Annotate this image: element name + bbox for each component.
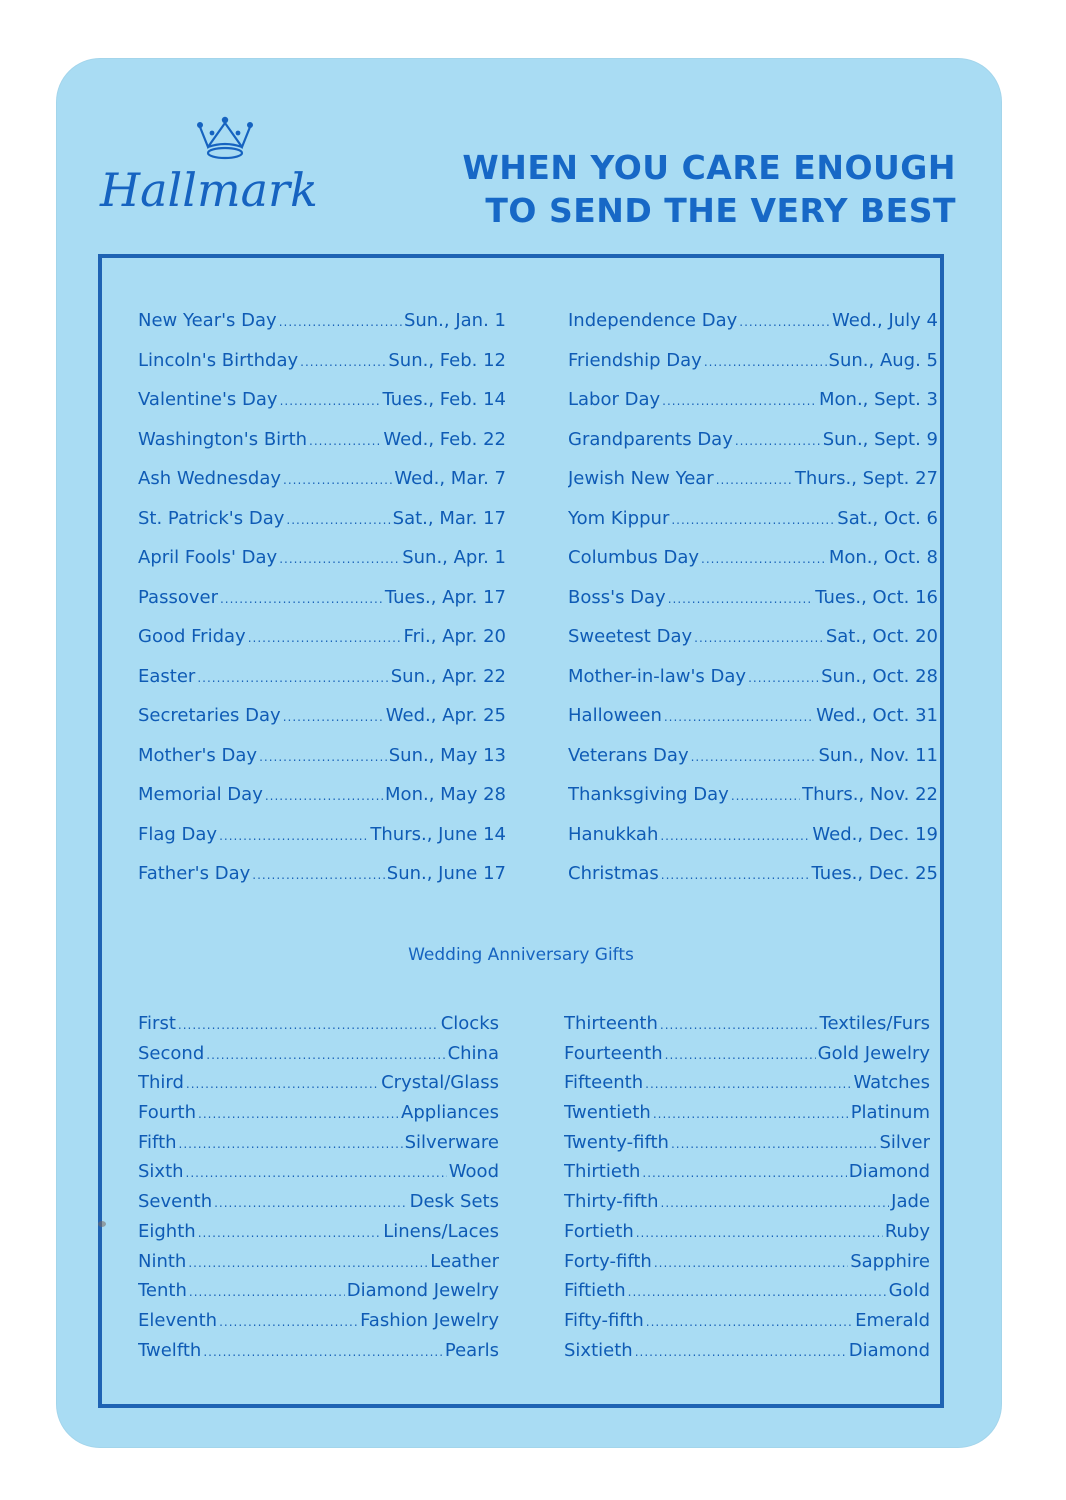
holiday-row-value: Wed., Dec. 19 <box>812 823 938 845</box>
gift-row-label: Fiftieth <box>564 1280 626 1302</box>
holiday-row-label: Memorial Day <box>138 784 263 805</box>
holiday-row-label: Easter <box>138 665 196 687</box>
gift-row-value: Sapphire <box>850 1250 930 1272</box>
holiday-row-value: Tues., Oct. 16 <box>815 586 938 608</box>
gift-row <box>138 1217 499 1247</box>
holiday-row-value: Sun., Apr. 22 <box>390 665 506 687</box>
gift-row <box>138 1336 499 1366</box>
holiday-row-value: Mon., Oct. 8 <box>828 547 938 568</box>
dot-leader <box>654 1249 848 1277</box>
holiday-row-label: Sweetest Day <box>568 626 693 647</box>
holiday-row-label: Jewish New Year <box>568 468 714 489</box>
dot-leader <box>731 777 800 815</box>
gift-row-value: Desk Sets <box>409 1191 499 1213</box>
holiday-row <box>138 696 506 736</box>
gift-row-label: Eighth <box>138 1220 196 1242</box>
gift-row-value: Jade <box>891 1191 930 1213</box>
holiday-row <box>138 538 506 578</box>
dot-leader <box>279 303 402 341</box>
holiday-row-label: Veterans Day <box>568 744 689 766</box>
gift-row-label: Tenth <box>138 1280 187 1302</box>
holiday-row-value: Sat., Oct. 20 <box>825 626 938 647</box>
gift-row-label: Thirtieth <box>564 1161 641 1183</box>
holiday-row-label: Yom Kippur <box>568 507 670 529</box>
holidays-right-column <box>568 301 938 894</box>
dot-leader <box>179 1130 403 1158</box>
holiday-row-label: Boss's Day <box>568 586 666 608</box>
gift-row-value: Ruby <box>884 1220 930 1242</box>
dot-leader <box>189 1278 345 1306</box>
holiday-row-value: Wed., July 4 <box>832 310 938 331</box>
holiday-row-label: Flag Day <box>138 823 218 845</box>
holiday-row-label: Thanksgiving Day <box>568 784 729 805</box>
gift-row <box>138 1276 499 1306</box>
holiday-row <box>568 538 938 578</box>
holiday-row-value: Sun., Oct. 28 <box>821 665 938 687</box>
logo-wordmark: Hallmark <box>100 163 318 217</box>
holiday-row-label: Secretaries Day <box>138 705 281 726</box>
holiday-row <box>568 617 938 657</box>
holiday-row <box>568 420 938 460</box>
gift-row-value: Linens/Laces <box>383 1220 499 1242</box>
dot-leader <box>635 1338 847 1366</box>
gift-row <box>564 1217 930 1247</box>
dot-leader <box>198 1219 382 1247</box>
gift-row-value: Gold Jewelry <box>817 1042 930 1064</box>
gift-row-label: Fifth <box>138 1131 177 1153</box>
gift-row <box>564 1247 930 1277</box>
gift-row-value: Fashion Jewelry <box>360 1309 499 1331</box>
holiday-row <box>138 341 506 381</box>
holiday-row-value: Sun., Nov. 11 <box>818 744 938 766</box>
dot-leader <box>653 1100 849 1128</box>
gift-row-value: Platinum <box>850 1102 930 1124</box>
hallmark-logo <box>100 113 360 223</box>
dot-leader <box>665 1041 816 1069</box>
holidays-left-column <box>138 301 506 894</box>
gift-row-value: Silver <box>879 1131 930 1153</box>
holiday-row <box>568 657 938 697</box>
holiday-row-label: Ash Wednesday <box>138 468 282 489</box>
dot-leader <box>279 540 400 578</box>
gift-row-label: Thirteenth <box>564 1013 658 1034</box>
holiday-row-label: Lincoln's Birthday <box>138 349 299 371</box>
gift-row <box>138 1009 499 1039</box>
holiday-row-label: Columbus Day <box>568 547 700 568</box>
holiday-row-value: Sun., Jan. 1 <box>403 310 506 331</box>
gift-row <box>564 1098 930 1128</box>
gift-row-label: Twentieth <box>564 1102 651 1124</box>
holiday-row-label: Halloween <box>568 705 662 726</box>
holiday-row-value: Wed., Mar. 7 <box>394 468 506 489</box>
holiday-row-value: Wed., Oct. 31 <box>816 705 938 726</box>
holiday-row-label: Father's Day <box>138 863 251 884</box>
gift-row-value: Emerald <box>855 1309 930 1331</box>
holiday-row-value: Tues., Apr. 17 <box>384 586 506 608</box>
holiday-row <box>568 736 938 776</box>
gift-row-value: China <box>447 1042 499 1064</box>
gift-row-value: Diamond <box>848 1339 930 1361</box>
gift-row <box>564 1187 930 1217</box>
slogan-line-2: TO SEND THE VERY BEST <box>485 191 956 230</box>
gift-row-label: Thirty-fifth <box>564 1191 659 1213</box>
dot-leader <box>259 738 387 776</box>
gift-row-value: Diamond Jewelry <box>346 1280 499 1302</box>
holiday-row-label: Hanukkah <box>568 823 659 845</box>
dot-leader <box>646 1308 853 1336</box>
holiday-row <box>568 499 938 539</box>
gift-row-label: Fourth <box>138 1102 196 1124</box>
holiday-row-label: Friendship Day <box>568 349 702 371</box>
holiday-row <box>138 617 506 657</box>
gift-row-label: Twenty-fifth <box>564 1131 669 1153</box>
dot-leader <box>701 540 827 578</box>
holiday-row-value: Thurs., Sept. 27 <box>794 468 938 489</box>
holiday-row <box>568 341 938 381</box>
holiday-row-label: New Year's Day <box>138 310 277 331</box>
dot-leader <box>645 1070 851 1098</box>
dot-leader <box>691 738 817 776</box>
gift-row-label: Ninth <box>138 1250 187 1272</box>
holiday-row <box>138 736 506 776</box>
holiday-row <box>138 459 506 499</box>
dot-leader <box>203 1338 443 1366</box>
gift-row-label: Fortieth <box>564 1220 634 1242</box>
gift-row-label: Third <box>138 1072 184 1094</box>
holiday-row-label: Good Friday <box>138 626 246 647</box>
gifts-left-column <box>138 1009 499 1365</box>
holiday-row-value: Sun., Aug. 5 <box>828 349 938 371</box>
stain-mark <box>98 1221 106 1227</box>
gift-row-label: Fourteenth <box>564 1042 663 1064</box>
gift-row <box>564 1068 930 1098</box>
gift-row-label: Seventh <box>138 1191 213 1213</box>
holiday-row <box>568 459 938 499</box>
gift-row-label: Fifty-fifth <box>564 1309 644 1331</box>
hallmark-card <box>56 58 1002 1448</box>
holiday-row-value: Sat., Mar. 17 <box>392 507 506 529</box>
dot-leader <box>309 422 381 460</box>
holiday-row <box>138 578 506 618</box>
dot-leader <box>642 1159 846 1187</box>
dot-leader <box>661 1189 890 1217</box>
holiday-row <box>138 815 506 855</box>
gift-row-label: Sixth <box>138 1161 184 1183</box>
gift-row-label: Fifteenth <box>564 1072 644 1094</box>
dot-leader <box>704 343 827 381</box>
gift-row-value: Clocks <box>440 1013 499 1034</box>
holiday-row-value: Sun., May 13 <box>388 744 506 766</box>
crown-icon <box>192 113 258 163</box>
gift-row-value: Appliances <box>401 1102 499 1124</box>
gift-row <box>564 1009 930 1039</box>
slogan-line-1: WHEN YOU CARE ENOUGH <box>462 148 956 187</box>
dot-leader <box>739 303 830 341</box>
dot-leader <box>283 461 392 499</box>
gift-row-value: Watches <box>853 1072 930 1094</box>
holiday-row-value: Fri., Apr. 20 <box>403 626 506 647</box>
holiday-row <box>568 815 938 855</box>
gift-row <box>138 1306 499 1336</box>
dot-leader <box>280 382 381 420</box>
holiday-row-value: Sun., Sept. 9 <box>822 428 938 450</box>
gift-row-value: Crystal/Glass <box>381 1072 499 1094</box>
holiday-row-value: Sun., Feb. 12 <box>388 349 506 371</box>
dot-leader <box>660 817 810 855</box>
holiday-row <box>568 775 938 815</box>
anniversary-heading: Wedding Anniversary Gifts <box>408 945 634 965</box>
holiday-row-label: Washington's Birth <box>138 428 308 450</box>
dot-leader <box>252 856 385 894</box>
gift-row-label: Second <box>138 1042 205 1064</box>
holiday-row-label: Valentine's Day <box>138 389 278 410</box>
gift-row-label: Twelfth <box>138 1339 202 1361</box>
gift-row <box>138 1128 499 1158</box>
gift-row-label: Forty-fifth <box>564 1250 652 1272</box>
holiday-row-value: Thurs., Nov. 22 <box>802 784 938 805</box>
holiday-row-label: Labor Day <box>568 389 661 410</box>
gift-row-label: Eleventh <box>138 1309 218 1331</box>
holiday-row-value: Tues., Feb. 14 <box>382 389 506 410</box>
dot-leader <box>248 619 402 657</box>
holiday-row <box>138 854 506 894</box>
dot-leader <box>265 777 383 815</box>
holiday-row <box>138 657 506 697</box>
dot-leader <box>197 659 388 697</box>
gift-row <box>564 1039 930 1069</box>
holiday-row-value: Sun., Apr. 1 <box>402 547 506 568</box>
holiday-row-label: Mother's Day <box>138 744 258 766</box>
gift-row <box>138 1068 499 1098</box>
dot-leader <box>735 422 821 460</box>
gift-row-value: Wood <box>448 1161 499 1183</box>
holiday-row <box>568 696 938 736</box>
holiday-row-value: Tues., Dec. 25 <box>811 863 938 884</box>
dot-leader <box>186 1159 447 1187</box>
holiday-row-label: April Fools' Day <box>138 547 278 568</box>
holiday-row <box>138 301 506 341</box>
gift-row <box>564 1157 930 1187</box>
dot-leader <box>661 856 810 894</box>
gift-row-value: Diamond <box>848 1161 930 1183</box>
dot-leader <box>628 1278 887 1306</box>
holiday-row <box>138 775 506 815</box>
gift-row <box>564 1336 930 1366</box>
dot-leader <box>214 1189 407 1217</box>
holiday-row-label: Mother-in-law's Day <box>568 665 747 687</box>
dot-leader <box>186 1070 379 1098</box>
holiday-row-value: Mon., Sept. 3 <box>819 389 938 410</box>
dot-leader <box>220 580 383 618</box>
dot-leader <box>716 461 793 499</box>
holiday-row <box>138 420 506 460</box>
gift-row-value: Gold <box>888 1280 930 1302</box>
holiday-row-label: Christmas <box>568 863 659 884</box>
slogan <box>462 146 956 232</box>
gift-row <box>564 1276 930 1306</box>
dot-leader <box>300 343 386 381</box>
gift-row <box>138 1039 499 1069</box>
holiday-row <box>568 380 938 420</box>
holiday-row-value: Sat., Oct. 6 <box>837 507 938 529</box>
dot-leader <box>188 1249 428 1277</box>
gift-row-label: Sixtieth <box>564 1339 633 1361</box>
holiday-row <box>568 578 938 618</box>
dot-leader <box>286 501 390 539</box>
dot-leader <box>219 1308 358 1336</box>
gift-row <box>564 1128 930 1158</box>
holiday-row <box>568 301 938 341</box>
holiday-row-value: Sun., June 17 <box>386 863 506 884</box>
holiday-row-label: Independence Day <box>568 310 738 331</box>
dot-leader <box>660 1011 818 1039</box>
gift-row-value: Leather <box>430 1250 499 1272</box>
holiday-row-label: Grandparents Day <box>568 428 733 450</box>
dot-leader <box>636 1219 883 1247</box>
dot-leader <box>668 580 814 618</box>
holiday-row-label: St. Patrick's Day <box>138 507 285 529</box>
gift-row-value: Silverware <box>404 1131 499 1153</box>
holiday-row-value: Wed., Feb. 22 <box>383 428 506 450</box>
dot-leader <box>664 698 814 736</box>
holiday-row-value: Mon., May 28 <box>385 784 506 805</box>
holiday-row-label: Passover <box>138 586 218 608</box>
dot-leader <box>662 382 817 420</box>
dot-leader <box>694 619 824 657</box>
holiday-row <box>138 499 506 539</box>
dot-leader <box>283 698 384 736</box>
dot-leader <box>671 1130 878 1158</box>
holiday-row-value: Thurs., June 14 <box>370 823 506 845</box>
dot-leader <box>206 1041 445 1069</box>
gift-row <box>138 1157 499 1187</box>
gift-row-value: Pearls <box>444 1339 499 1361</box>
holiday-row-value: Wed., Apr. 25 <box>385 705 506 726</box>
content-frame <box>98 254 944 1408</box>
gift-row-value: Textiles/Furs <box>819 1013 930 1034</box>
gift-row <box>138 1187 499 1217</box>
holiday-row <box>138 380 506 420</box>
gift-row <box>564 1306 930 1336</box>
dot-leader <box>198 1100 399 1128</box>
gift-row <box>138 1247 499 1277</box>
dot-leader <box>219 817 368 855</box>
gifts-right-column <box>564 1009 930 1365</box>
dot-leader <box>748 659 819 697</box>
dot-leader <box>671 501 835 539</box>
gift-row <box>138 1098 499 1128</box>
gift-row-label: First <box>138 1013 176 1034</box>
dot-leader <box>178 1011 439 1039</box>
holiday-row <box>568 854 938 894</box>
